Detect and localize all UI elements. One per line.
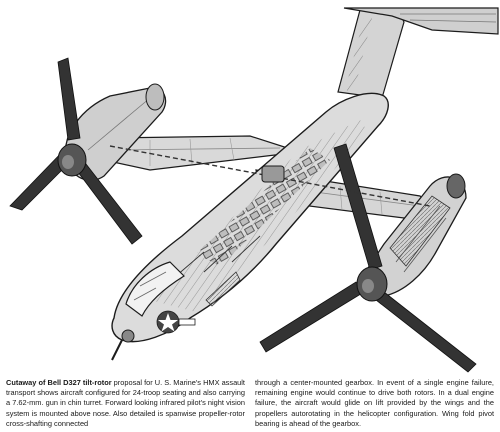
fuselage [112,93,388,341]
caption-lead: Cutaway of Bell D327 tilt-rotor [6,378,112,387]
figure-caption [6,378,494,430]
caption-column-2 [255,378,494,430]
caption-text-2: through a center-mounted gearbox. In event of a single engine failure, remaining engine would continue to drive both rotors. In a dual engine failure, the aircraft would glide on lift provided by the wings and the propellers autorotating in the helicopter configuration. Wing fold pivot bearing is ahead of the gearbox. [255,378,494,428]
caption-text-1: proposal for U. S. Marine's HMX assault transport shows aircraft configured for 24-troop seating and also carrying a 7.62-mm. gun in chin turret. Forward looking infrared pilot's night vision system is mounted above nose. Also detailed is spanwise propeller-rotor cross-shafting connected [6,378,245,428]
caption-column-1 [6,378,245,430]
vertical-tail [338,10,404,98]
